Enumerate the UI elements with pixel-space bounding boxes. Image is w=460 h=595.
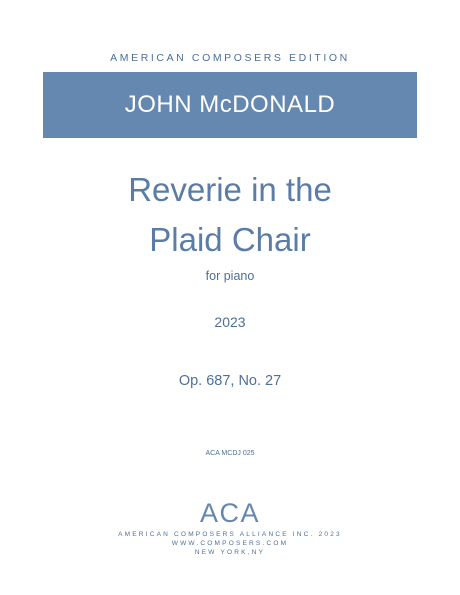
instrumentation: for piano: [205, 269, 255, 283]
opus-number: Op. 687, No. 27: [178, 373, 282, 389]
publisher-logo: ACA: [199, 498, 261, 528]
edition-label: AMERICAN COMPOSERS EDITION: [110, 52, 350, 64]
publisher-location: NEW YORK,NY: [194, 549, 266, 556]
composer-name: JOHN McDONALD: [124, 91, 336, 118]
composer-banner: [43, 72, 417, 138]
catalog-number: ACA MCDJ 025: [205, 450, 255, 457]
publisher-name: AMERICAN COMPOSERS ALLIANCE INC. 2023: [118, 531, 342, 538]
composition-year: 2023: [214, 314, 246, 330]
title-line-1: Reverie in the: [128, 171, 332, 208]
publisher-website: WWW.COMPOSERS.COM: [171, 540, 289, 547]
title-line-2: Plaid Chair: [149, 221, 311, 258]
